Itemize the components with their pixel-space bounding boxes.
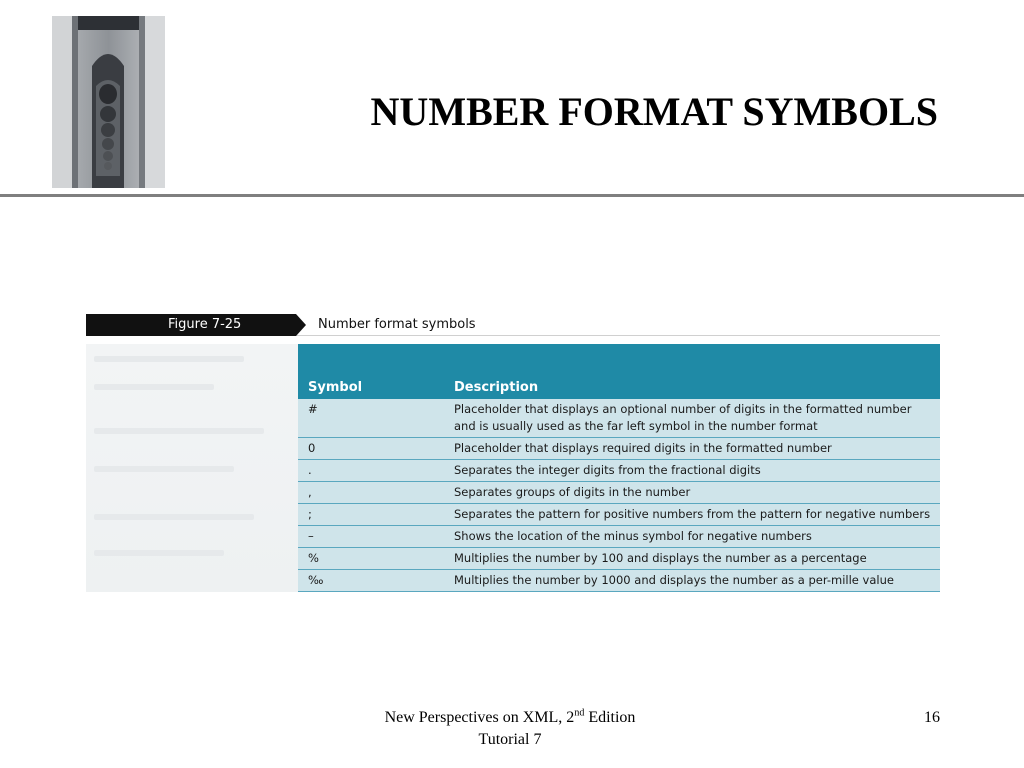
footer-book-prefix: New Perspectives on XML, 2 [384, 709, 575, 726]
table-row [298, 570, 940, 592]
table-row [298, 504, 940, 526]
description-cell: Multiplies the number by 100 and displays the number as a percentage [444, 548, 940, 570]
description-cell: Placeholder that displays an optional number of digits in the formatted number and is usually used as the far left symbol in the number format [444, 399, 940, 438]
footer-book-suffix: Edition [584, 709, 636, 726]
symbols-table [298, 344, 940, 592]
table-row [298, 482, 940, 504]
figure-number-format-symbols [86, 314, 940, 596]
figure-title: Number format symbols [318, 317, 476, 332]
figure-side-panel [86, 344, 298, 592]
description-cell: Separates the integer digits from the fractional digits [444, 460, 940, 482]
symbol-cell: # [298, 399, 444, 438]
faint-text-line [94, 356, 244, 362]
description-cell: Separates groups of digits in the number [444, 482, 940, 504]
faint-text-line [94, 514, 254, 520]
symbol-cell: ; [298, 504, 444, 526]
table-row [298, 526, 940, 548]
table-header-row [298, 349, 940, 399]
description-cell: Placeholder that displays required digits in the formatted number [444, 438, 940, 460]
symbol-cell: , [298, 482, 444, 504]
symbol-cell: – [298, 526, 444, 548]
description-cell: Separates the pattern for positive numbers from the pattern for negative numbers [444, 504, 940, 526]
symbol-cell: . [298, 460, 444, 482]
footer-tutorial: Tutorial 7 [478, 731, 542, 748]
symbol-cell: 0 [298, 438, 444, 460]
symbol-cell: % [298, 548, 444, 570]
description-cell: Shows the location of the minus symbol for negative numbers [444, 526, 940, 548]
table-row [298, 548, 940, 570]
faint-text-line [94, 466, 234, 472]
description-cell: Multiplies the number by 1000 and displays the number as a per-mille value [444, 570, 940, 592]
table-row [298, 399, 940, 438]
title-divider [0, 194, 1024, 197]
slide-title: NUMBER FORMAT SYMBOLS [370, 89, 938, 134]
figure-label-arrow [296, 314, 306, 336]
footer-book-ordinal: nd [574, 707, 585, 719]
bridge-arches-photo [52, 16, 165, 188]
table-row [298, 460, 940, 482]
column-header-symbol: Symbol [298, 349, 444, 399]
figure-caption-bar [86, 314, 940, 336]
faint-text-line [94, 550, 224, 556]
footer-book-title [300, 707, 720, 751]
page-number: 16 [924, 709, 940, 726]
symbol-cell: ‰ [298, 570, 444, 592]
figure-label: Figure 7-25 [168, 317, 242, 332]
faint-text-line [94, 428, 264, 434]
column-header-description: Description [444, 349, 940, 399]
faint-text-line [94, 384, 214, 390]
table-row [298, 438, 940, 460]
